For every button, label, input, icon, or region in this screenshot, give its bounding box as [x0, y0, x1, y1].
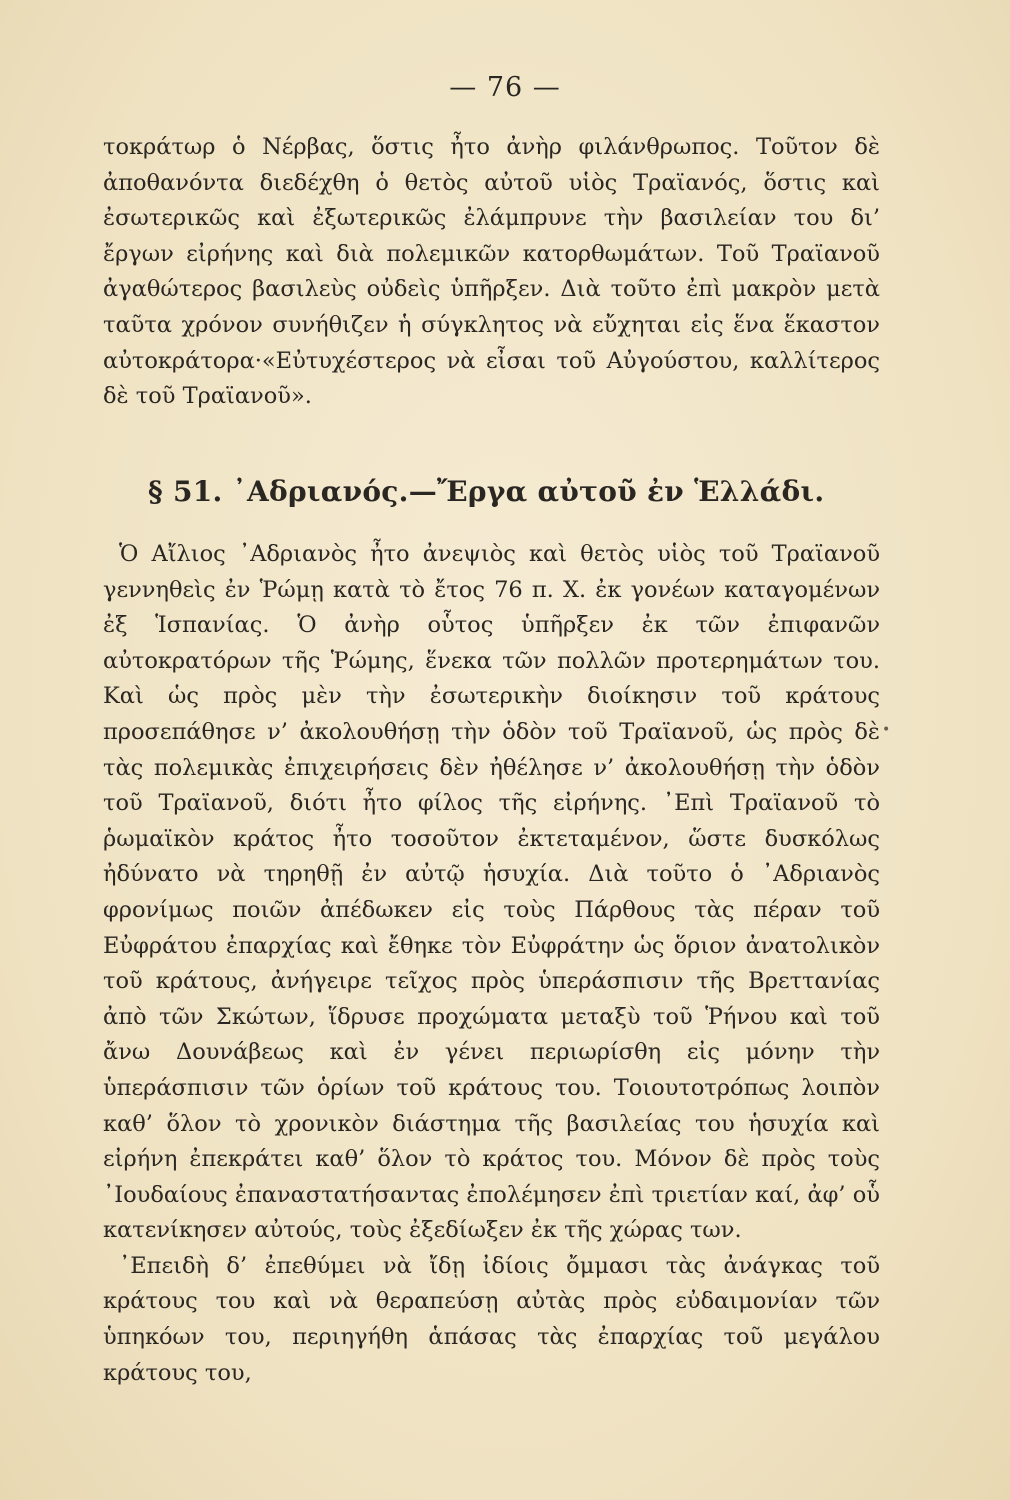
paragraph-hadrian-travels: ᾿Επειδὴ δ’ ἐπεθύμει νὰ ἴδῃ ἰδίοις ὄμμασι τὰς ἀνάγκας τοῦ κράτους του καὶ νὰ θεραπεύσῃ αὐτὰς πρὸς εὐδαιμονίαν τῶν ὑπηκόων του, περιηγήθη ἁπάσας τὰς ἐπαρχίας τοῦ μεγάλου κράτους του, [103, 1252, 880, 1386]
top-text-block [103, 130, 880, 415]
page-number: — 76 — [449, 72, 561, 103]
top-paragraph: τοκράτωρ ὁ Νέρβας, ὅστις ἦτο ἀνὴρ φιλάνθρωπος. Τοῦτον δὲ ἀποθανόντα διεδέχθη ὁ θετὸς αὐτοῦ υἱὸς Τραϊανός, ὅστις καὶ ἐσωτερικῶς καὶ ἐξωτερικῶς ἐλάμπρυνε τὴν βασιλείαν του δι’ ἔργων εἰρήνης καὶ διὰ πολεμικῶν κατορθωμάτων. Τοῦ Τραϊανοῦ ἀγαθώτερος βασιλεὺς οὐδεὶς ὑπῆρξεν. Διὰ τοῦτο ἐπὶ μακρὸν μετὰ ταῦτα χρόνον συνήθιζεν ἡ σύγκλητος νὰ εὔχηται εἰς ἕνα ἕκαστον αὐτοκράτορα·«Εὐτυχέστερος νὰ εἶσαι τοῦ Αὐγούστου, καλλίτερος δὲ τοῦ Τραϊανοῦ». [103, 134, 880, 410]
margin-mark-icon: • [882, 722, 891, 738]
section-title: ᾿Αδριανός.—Ἔργα αὐτοῦ ἐν Ἑλλάδι. [232, 475, 825, 508]
section-heading [148, 475, 908, 508]
paragraph-hadrian-life: Ὁ Αἴλιος ᾿Αδριανὸς ἦτο ἀνεψιὸς καὶ θετὸς υἱὸς τοῦ Τραϊανοῦ γεννηθεὶς ἐν Ῥώμῃ κατὰ τὸ ἔτος 76 π. Χ. ἐκ γονέων καταγομένων ἐξ Ἱσπανίας. Ὁ ἀνὴρ οὗτος ὑπῆρξεν ἐκ τῶν ἐπιφανῶν αὐτοκρατόρων τῆς Ῥώμης, ἕνεκα τῶν πολλῶν προτερημάτων του. Καὶ ὡς πρὸς μὲν τὴν ἐσωτερικὴν διοίκησιν τοῦ κράτους προσεπάθησε ν’ ἀκολουθήσῃ τὴν ὁδὸν τοῦ Τραϊανοῦ, ὡς πρὸς δὲ τὰς πολεμικὰς ἐπιχειρήσεις δὲν ἠθέλησε ν’ ἀκολουθήσῃ τὴν ὁδὸν τοῦ Τραϊανοῦ, διότι ἦτο φίλος τῆς εἰρήνης. ᾿Επὶ Τραϊανοῦ τὸ ῥωμαϊκὸν κράτος ἦτο τοσοῦτον ἐκτεταμένον, ὥστε δυσκόλως ἠδύνατο νὰ τηρηθῇ ἐν αὐτῷ ἡσυχία. Διὰ τοῦτο ὁ ᾿Αδριανὸς φρονίμως ποιῶν ἀπέδωκεν εἰς τοὺς Πάρθους τὰς πέραν τοῦ Εὐφράτου ἐπαρχίας καὶ ἔθηκε τὸν Εὐφράτην ὡς ὅριον ἀνατολικὸν τοῦ κράτους, ἀνήγειρε τεῖχος πρὸς ὑπεράσπισιν τῆς Βρεττανίας ἀπὸ τῶν Σκώτων, ἵδρυσε προχώματα μεταξὺ τοῦ Ῥήνου καὶ τοῦ ἄνω Δουνάβεως καὶ ἐν γένει περιωρίσθη εἰς μόνην τὴν ὑπεράσπισιν τῶν ὁρίων τοῦ κράτους του. Τοιουτοτρόπως λοιπὸν καθ’ ὅλον τὸ χρονικὸν διάστημα τῆς βασιλείας του ἡσυχία καὶ εἰρήνη ἐπεκράτει καθ’ ὅλον τὸ κράτος του. Μόνον δὲ πρὸς τοὺς ᾿Ιουδαίους ἐπαναστατήσαντας ἐπολέμησεν ἐπὶ τριετίαν καί, ἀφ’ οὗ κατενίκησεν αὐτούς, τοὺς ἐξεδίωξεν ἐκ τῆς χώρας των. [103, 541, 880, 1244]
section-number: § 51. [148, 475, 223, 508]
main-text-block [103, 537, 880, 1391]
